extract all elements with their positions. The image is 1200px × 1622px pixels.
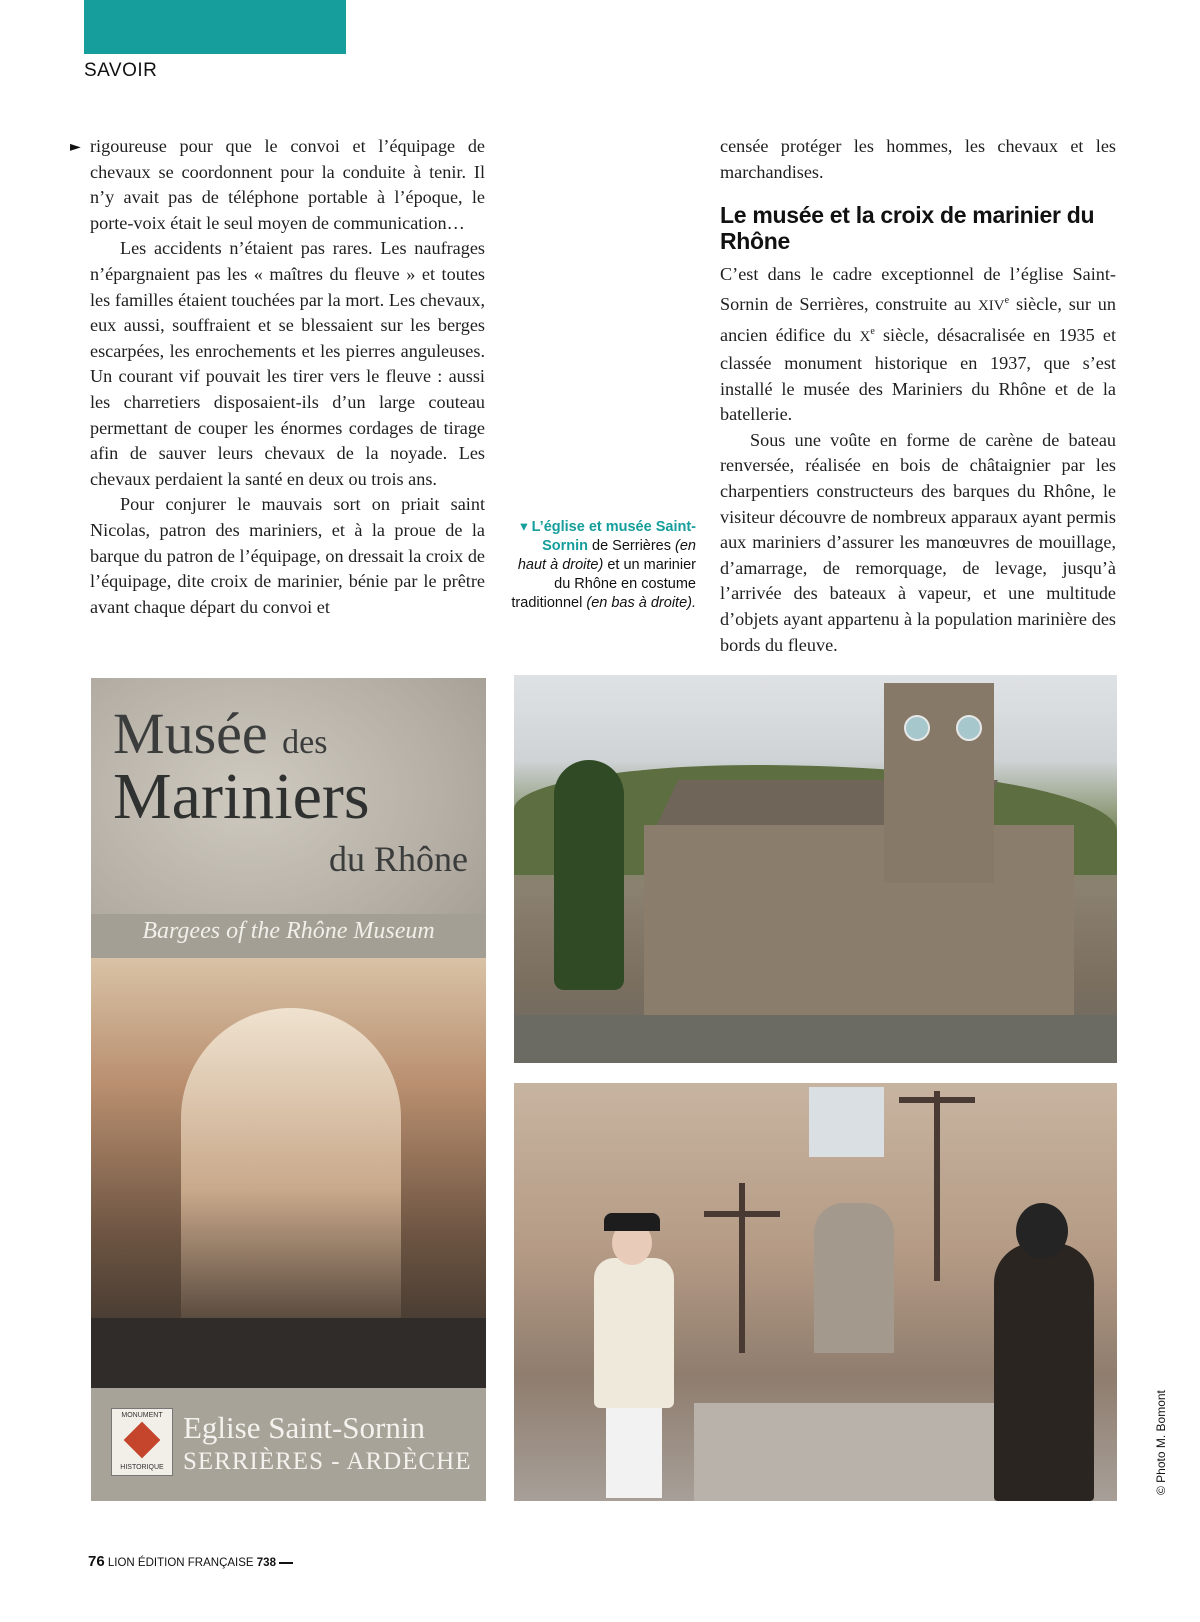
century-xiv: XIV [977, 297, 1005, 314]
caption-italic-1: (en haut à droite) [517, 538, 696, 573]
issue-number: 738 [256, 1557, 276, 1569]
page-footer [88, 1553, 293, 1570]
caption-italic-2: (en bas à droite). [586, 595, 696, 611]
nave-arch [181, 1008, 401, 1338]
p1-text-a: C’est dans le cadre exceptionnel de l’église Saint-Sornin de Serrières, construite au [720, 264, 1116, 314]
p1-text-c: siècle, désacralisée en 1935 et classée monument historique en 1937, que s’est installé le musée des Mariniers du Rhône et de la batellerie. [720, 325, 1116, 425]
magazine-name: LION ÉDITION FRANÇAISE [107, 1557, 254, 1569]
page-number: 76 [88, 1553, 105, 1570]
brochure-title-rhone: du Rhône [329, 839, 468, 879]
p1-text-b: siècle, sur un ancien édifice du [720, 293, 1116, 346]
photo-credit: © Photo M. Bomont [1154, 1390, 1168, 1495]
mariner-mannequin [584, 1213, 684, 1498]
brochure-subtitle-english: Bargees of the Rhône Museum [142, 918, 435, 944]
section-heading: Le musée et la croix de marinier du Rhône [720, 202, 1095, 255]
woman-mannequin [984, 1193, 1104, 1501]
brochure-title-mariniers: Mariniers [113, 760, 370, 833]
right-column [720, 134, 1116, 658]
museum-brochure-image [91, 678, 486, 1501]
brochure-title-musee: Musée des [113, 701, 328, 766]
left-paragraph-3: Pour conjurer le mauvais sort on priait saint Nicolas, patron des mariniers, et à la proue de la barque du patron de l’équipage, on dressait la croix de l’équipage, dite croix de marinier, bénie par le prêtre avant chaque départ du convoi et [90, 494, 485, 617]
brochure-church-name: Eglise Saint-Sornin [183, 1410, 425, 1445]
header-color-bar [84, 0, 346, 54]
right-intro: censée protéger les hommes, les chevaux et les marchandises. [720, 136, 1116, 182]
monument-historique-logo: MONUMENT HISTORIQUE [111, 1408, 173, 1476]
continuation-arrow-icon: ► [70, 139, 81, 155]
brochure-place: SERRIÈRES - ARDÈCHE [183, 1448, 472, 1475]
caption-highlight: ▾ L’église et musée Saint-Sornin [520, 519, 696, 554]
clock-icon [956, 715, 982, 741]
right-paragraph-2: Sous une voûte en forme de carène de bateau renversée, réalisée en bois de châtaignier par les charpentiers constructeurs des barques du Rhône, le visiteur découvre de nombreux apparaux ayant permis aux mariniers d’assurer les manœuvres de mouillage, d’amarrage, de remorquage, de levage, jusqu’à l’arrivée des bateaux à vapeur, et une multitude d’objets ayant appartenu à la population marinière des bords du fleuve. [720, 429, 1116, 655]
left-column [90, 134, 485, 620]
century-sup-1: e [1004, 294, 1010, 306]
century-x: X [859, 329, 871, 346]
clock-icon [904, 715, 930, 741]
caption-text-2: et un marinier du Rhône en costume traditionnel [511, 557, 696, 611]
museum-interior-photo [514, 1083, 1117, 1501]
mariner-cross [934, 1091, 940, 1281]
photo-caption [510, 518, 696, 613]
caption-text-1: de Serrières [587, 538, 676, 554]
mariner-cross [739, 1183, 745, 1353]
left-paragraph-2: Les accidents n’étaient pas rares. Les naufrages n’épargnaient pas les « maîtres du fleuve » et toutes les familles étaient touchées par la mort. Les chevaux, eux aussi, souffraient et se blessaient sur les berges escarpées, les enrochements et les pierres anguleuses. Un courant vif pouvait les tirer vers le fleuve : aussi les charretiers disposaient-ils d’un large couteau permettant de couper les énormes cordages de tirage afin de sauver leurs chevaux de la noyade. Les chevaux perdaient la santé en deux ou trois ans. [90, 238, 485, 489]
section-label: SAVOIR [84, 60, 158, 81]
right-paragraph-1 [720, 262, 1116, 428]
century-sup-2: e [870, 326, 875, 338]
bell-tower [884, 683, 994, 883]
church-exterior-photo [514, 675, 1117, 1063]
left-paragraph-1: rigoureuse pour que le convoi et l’équipage de chevaux se coordonnent pour la conduite à tenir. Il n’y avait pas de téléphone portable à l’époque, le porte-voix était le seul moyen de communication… [90, 136, 485, 233]
